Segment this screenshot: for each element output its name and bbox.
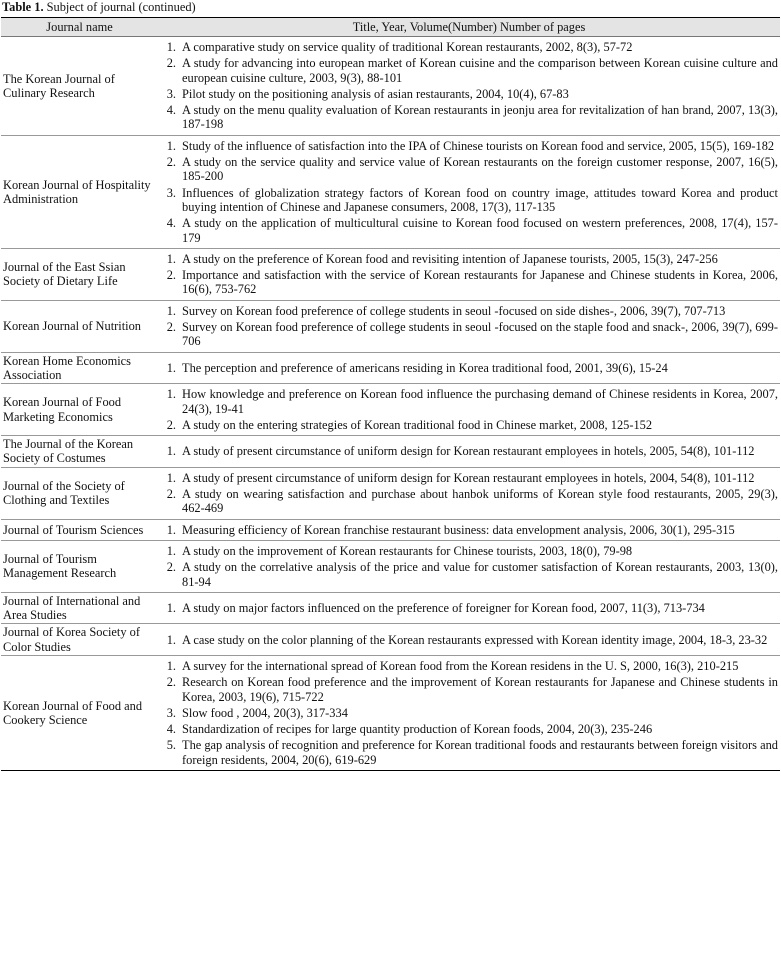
- item-number: 1.: [166, 470, 176, 485]
- article-list: [158, 523, 780, 537]
- list-item: [158, 544, 780, 558]
- table-row: [1, 624, 780, 656]
- list-item: [158, 361, 780, 375]
- item-number: 4.: [166, 216, 176, 231]
- article-list-cell: [158, 624, 780, 656]
- article-citation: Measuring efficiency of Korean franchise restaurant business: data envelopment analysis, 2006, 30(1), 295-315: [182, 522, 735, 537]
- article-citation: A study on wearing satisfaction and purchase about hanbok uniforms of Korean style food restaurants, 2005, 29(3), 462-469: [182, 487, 778, 516]
- header-journal-name: Journal name: [1, 18, 158, 37]
- table-header-row: [1, 18, 780, 37]
- item-number: 1.: [166, 251, 176, 266]
- journal-name-cell: Journal of Tourism Sciences: [1, 519, 158, 540]
- list-item: [158, 659, 780, 673]
- article-list: [158, 40, 780, 132]
- item-number: 3.: [166, 86, 176, 101]
- journal-name-cell: Korean Journal of Food and Cookery Science: [1, 655, 158, 770]
- article-citation: A study on the application of multicultural cuisine to Korean food focused on western preferences, 2008, 17(4), 157-179: [182, 216, 778, 245]
- table-row: [1, 519, 780, 540]
- list-item: [158, 320, 780, 349]
- item-number: 1.: [166, 444, 176, 459]
- journal-name-cell: Journal of International and Area Studies: [1, 592, 158, 624]
- article-list-cell: [158, 352, 780, 384]
- journal-name-cell: Korean Home Economics Association: [1, 352, 158, 384]
- list-item: [158, 252, 780, 266]
- table-row: [1, 300, 780, 352]
- item-number: 2.: [166, 155, 176, 170]
- journal-name-cell: Korean Journal of Nutrition: [1, 300, 158, 352]
- table-caption-label: Table 1.: [2, 0, 44, 14]
- journal-name-cell: Journal of Tourism Management Research: [1, 540, 158, 592]
- list-item: [158, 304, 780, 318]
- header-title-details: Title, Year, Volume(Number) Number of pages: [158, 18, 780, 37]
- journal-name-cell: Journal of the Society of Clothing and Textiles: [1, 467, 158, 519]
- table-row: [1, 352, 780, 384]
- item-number: 2.: [166, 675, 176, 690]
- article-citation: Research on Korean food preference and the improvement of Korean restaurants for Japanese and Chinese students in Korea, 2003, 19(6), 715-722: [182, 675, 778, 704]
- item-number: 3.: [166, 705, 176, 720]
- item-number: 5.: [166, 738, 176, 753]
- list-item: [158, 186, 780, 215]
- journal-name-cell: The Journal of the Korean Society of Costumes: [1, 436, 158, 468]
- journal-name-cell: Korean Journal of Hospitality Administration: [1, 135, 158, 248]
- table-caption-text: Subject of journal (continued): [43, 0, 196, 14]
- article-citation: Pilot study on the positioning analysis of asian restaurants, 2004, 10(4), 67-83: [182, 86, 569, 101]
- journal-name-cell: Journal of the East Ssian Society of Dietary Life: [1, 248, 158, 300]
- item-number: 1.: [166, 303, 176, 318]
- table-row: [1, 467, 780, 519]
- item-number: 4.: [166, 103, 176, 118]
- list-item: [158, 387, 780, 416]
- article-citation: A study on the menu quality evaluation of Korean restaurants in jeonju area for revitalization of han brand, 2007, 13(3), 187-198: [182, 103, 778, 132]
- list-item: [158, 444, 780, 458]
- article-citation: A study on major factors influenced on the preference of foreigner for Korean food, 2007, 11(3), 713-734: [182, 600, 705, 615]
- table-row: [1, 655, 780, 770]
- list-item: [158, 601, 780, 615]
- article-citation: The perception and preference of americans residing in Korea traditional food, 2001, 39(6), 15-24: [182, 360, 668, 375]
- item-number: 2.: [166, 268, 176, 283]
- item-number: 1.: [166, 138, 176, 153]
- item-number: 2.: [166, 487, 176, 502]
- item-number: 1.: [166, 360, 176, 375]
- item-number: 1.: [166, 543, 176, 558]
- article-citation: Study of the influence of satisfaction into the IPA of Chinese tourists on Korean food and service, 2005, 15(5), 169-182: [182, 138, 775, 153]
- article-list-cell: [158, 592, 780, 624]
- table-row: [1, 540, 780, 592]
- item-number: 3.: [166, 185, 176, 200]
- item-number: 2.: [166, 560, 176, 575]
- article-citation: Influences of globalization strategy factors of Korean food on country image, attitudes toward Korea and product buying intention of Chinese and Japanese consumers, 2008, 17(3), 117-135: [182, 185, 778, 214]
- article-citation: A comparative study on service quality of traditional Korean restaurants, 2002, 8(3), 57-72: [182, 40, 633, 54]
- table-body: [1, 37, 780, 771]
- article-list-cell: [158, 540, 780, 592]
- list-item: [158, 87, 780, 101]
- article-list: [158, 659, 780, 767]
- article-citation: Survey on Korean food preference of college students in seoul -focused on the staple food and snack-, 2006, 39(7), 699-706: [182, 320, 778, 349]
- list-item: [158, 706, 780, 720]
- article-list-cell: [158, 384, 780, 436]
- article-citation: A study on the entering strategies of Korean traditional food in Chinese market, 2008, 125-152: [182, 417, 653, 432]
- list-item: [158, 722, 780, 736]
- item-number: 2.: [166, 320, 176, 335]
- article-list: [158, 252, 780, 297]
- article-citation: The gap analysis of recognition and preference for Korean traditional foods and restaurants between foreign visitors and foreign residents, 2004, 20(6), 619-629: [182, 738, 778, 767]
- article-list-cell: [158, 248, 780, 300]
- article-list-cell: [158, 300, 780, 352]
- table-row: [1, 592, 780, 624]
- item-number: 1.: [166, 387, 176, 402]
- item-number: 1.: [166, 632, 176, 647]
- journal-name-cell: Korean Journal of Food Marketing Economics: [1, 384, 158, 436]
- item-number: 1.: [166, 522, 176, 537]
- article-list-cell: [158, 135, 780, 248]
- list-item: [158, 268, 780, 297]
- journal-name-cell: Journal of Korea Society of Color Studies: [1, 624, 158, 656]
- table-caption: [0, 0, 781, 17]
- article-list-cell: [158, 655, 780, 770]
- article-citation: A study for advancing into european market of Korean cuisine and the comparison between Korean cuisine culture and european cuisine culture, 2003, 9(3), 88-101: [182, 56, 778, 85]
- article-citation: A survey for the international spread of Korean food from the Korean residens in the U. S, 2000, 16(3), 210-215: [182, 658, 739, 673]
- list-item: [158, 216, 780, 245]
- article-citation: A study on the correlative analysis of the price and value for customer satisfaction of Korean restaurants, 2003, 13(0), 81-94: [182, 560, 778, 589]
- journal-name-cell: The Korean Journal of Culinary Research: [1, 37, 158, 136]
- list-item: [158, 40, 780, 54]
- item-number: 1.: [166, 658, 176, 673]
- article-citation: Importance and satisfaction with the service of Korean restaurants for Japanese and Chinese students in Korea, 2006, 16(6), 753-762: [182, 268, 778, 297]
- article-citation: A case study on the color planning of the Korean restaurants expressed with Korean identity image, 2004, 18-3, 23-32: [182, 632, 768, 647]
- article-list-cell: [158, 467, 780, 519]
- table-row: [1, 135, 780, 248]
- list-item: [158, 560, 780, 589]
- item-number: 2.: [166, 417, 176, 432]
- item-number: 4.: [166, 722, 176, 737]
- article-list: [158, 387, 780, 432]
- list-item: [158, 56, 780, 85]
- table-row: [1, 384, 780, 436]
- list-item: [158, 471, 780, 485]
- article-citation: A study on the service quality and service value of Korean restaurants on the foreign customer response, 2007, 16(5), 185-200: [182, 155, 778, 184]
- article-list: [158, 139, 780, 245]
- article-list-cell: [158, 519, 780, 540]
- article-citation: A study of present circumstance of uniform design for Korean restaurant employees in hotels, 2004, 54(8), 101-112: [182, 470, 755, 485]
- article-list: [158, 601, 780, 615]
- article-citation: A study on the improvement of Korean restaurants for Chinese tourists, 2003, 18(0), 79-98: [182, 543, 633, 558]
- item-number: 1.: [166, 40, 176, 54]
- article-list: [158, 444, 780, 458]
- article-citation: How knowledge and preference on Korean food influence the purchasing demand of Chinese residents in Korea, 2007, 24(3), 19-41: [182, 387, 778, 416]
- table-row: [1, 436, 780, 468]
- list-item: [158, 523, 780, 537]
- article-list: [158, 304, 780, 349]
- article-citation: Standardization of recipes for large quantity production of Korean foods, 2004, 20(3), 235-246: [182, 722, 653, 737]
- article-citation: Survey on Korean food preference of college students in seoul -focused on side dishes-, 2006, 39(7), 707-713: [182, 303, 726, 318]
- list-item: [158, 738, 780, 767]
- article-citation: A study of present circumstance of uniform design for Korean restaurant employees in hotels, 2005, 54(8), 101-112: [182, 444, 755, 459]
- list-item: [158, 675, 780, 704]
- table-row: [1, 248, 780, 300]
- table-row: [1, 37, 780, 136]
- article-list: [158, 633, 780, 647]
- list-item: [158, 103, 780, 132]
- item-number: 2.: [166, 56, 176, 71]
- article-list: [158, 471, 780, 516]
- list-item: [158, 155, 780, 184]
- article-citation: A study on the preference of Korean food and revisiting intention of Japanese tourists, 2005, 15(3), 247-256: [182, 251, 718, 266]
- list-item: [158, 139, 780, 153]
- list-item: [158, 487, 780, 516]
- journal-table: [1, 17, 780, 771]
- article-list-cell: [158, 37, 780, 136]
- article-citation: Slow food , 2004, 20(3), 317-334: [182, 705, 348, 720]
- article-list-cell: [158, 436, 780, 468]
- list-item: [158, 418, 780, 432]
- article-list: [158, 544, 780, 589]
- article-list: [158, 361, 780, 375]
- list-item: [158, 633, 780, 647]
- item-number: 1.: [166, 600, 176, 615]
